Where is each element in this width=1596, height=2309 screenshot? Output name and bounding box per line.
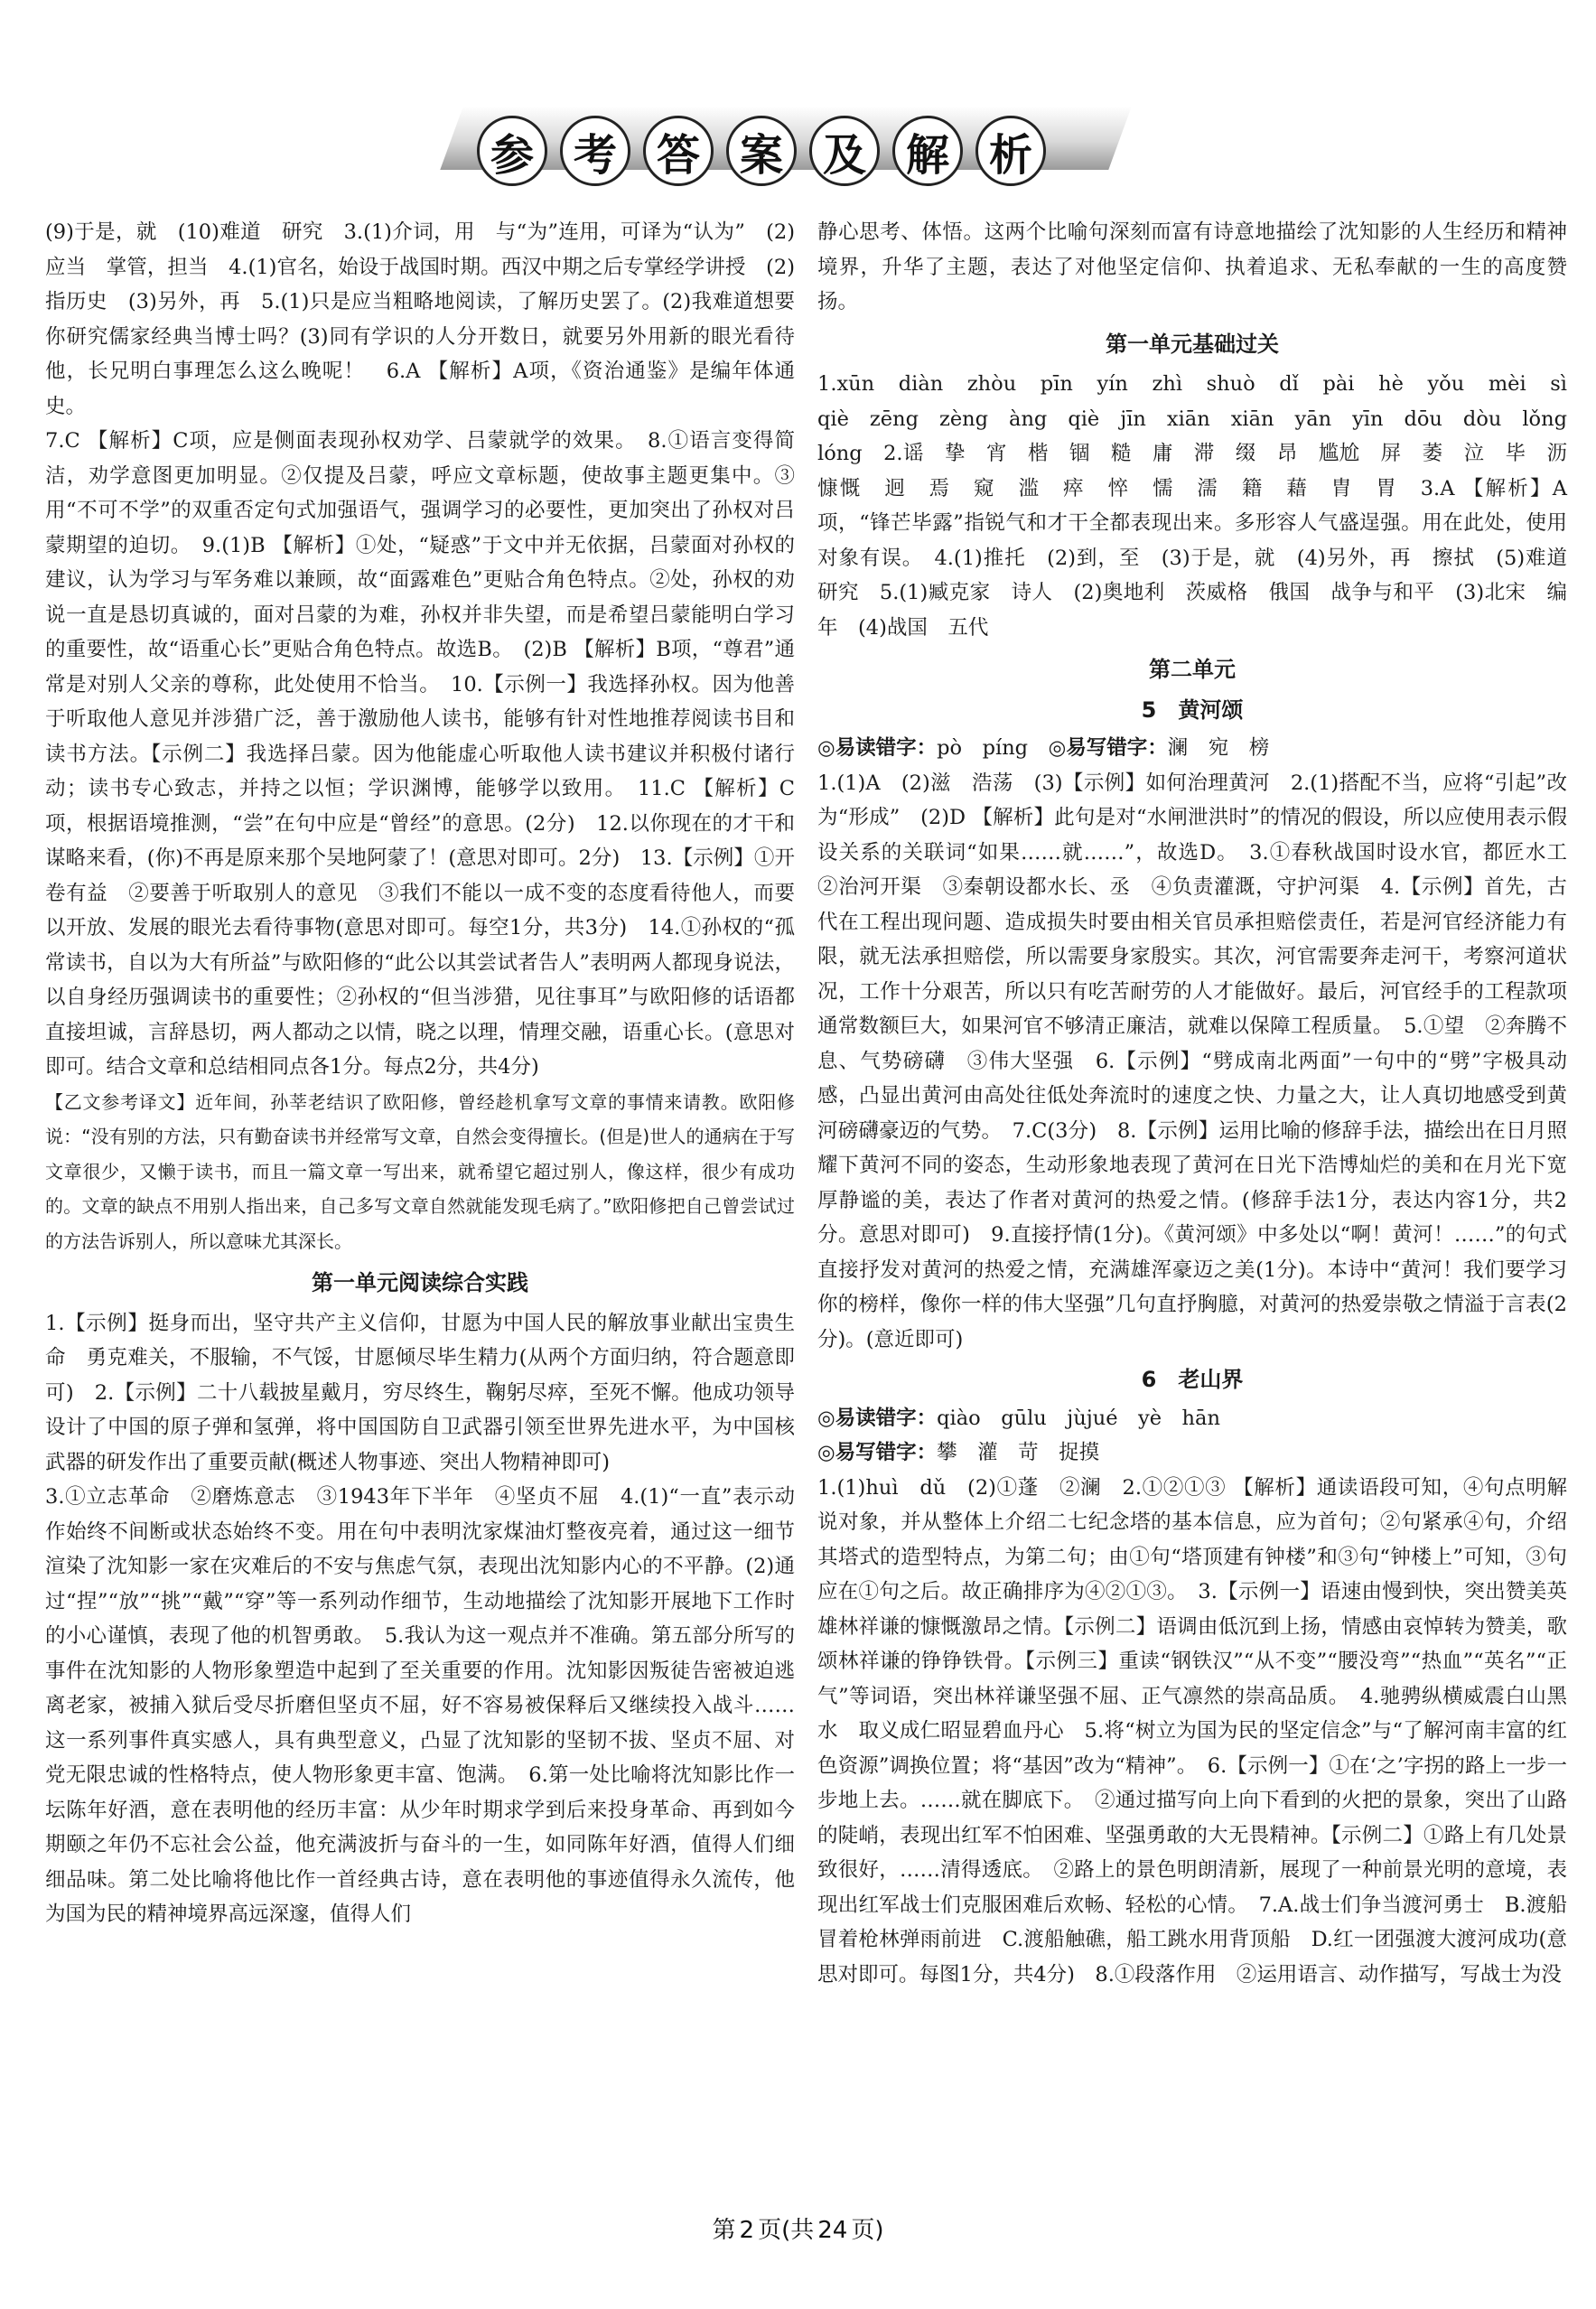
lesson-title: 5 黄河颂 bbox=[1141, 696, 1244, 723]
easy-write-value: 澜 宛 榜 bbox=[1167, 736, 1270, 760]
total-pages: 24 bbox=[817, 2217, 848, 2244]
page-number: 2 bbox=[739, 2217, 755, 2244]
easy-write-value: 攀 灌 苛 捉摸 bbox=[937, 1441, 1100, 1464]
answer-paragraph: 1.【示例】挺身而出，坚守共产主义信仰，甘愿为中国人民的解放事业献出宝贵生命 勇克难关，不服输，不气馁，甘愿倾尽毕生精力(从两个方面归纳，符合题意即可) 2.【示例】二十八载披星戴月，穷尽终生，鞠躬尽瘁，至死不懈。他成功领导设计了中国的原子弹和氢弹，将中国国防自卫武器引领至世界先进水平，为中国核武器的研发作出了重要贡献(概述人物事迹、突出人物精神即可) bbox=[45, 1311, 795, 1474]
left-column bbox=[45, 215, 795, 2157]
easy-read-value: pò píng bbox=[937, 736, 1029, 760]
title-char: 答 bbox=[643, 116, 714, 186]
answer-paragraph: 1.xūn diàn zhòu pīn yín zhì shuò dǐ pài hè yǒu mèi sì qiè zēng zèng àng qiè jīn xiān xiān yān yīn dōu dòu lǒng lóng 2.谣 挚 宵 楷 锢 糙 庸 滞 缀 昂 尴尬 屏 萎 泣 毕 沥 慷慨 迥 焉 窥 滥 瘁 悴 懦 濡 籍 藉 胄 胃 3.A 【解析】A项，“锋芒毕露”指锐气和才干全都表现出来。多形容人气盛逞强。用在此处，使用对象有误。 4.(1)推托 (2)到，至 (3)于是，就 (4)另外，再 擦拭 (5)难道 研究 5.(1)臧克家 诗人 (2)奥地利 茨威格 俄国 战争与和平 (3)北宋 编年 (4)战国 五代 bbox=[817, 372, 1588, 640]
page-footer bbox=[0, 2211, 1596, 2245]
title-char: 参 bbox=[477, 116, 547, 186]
page-title bbox=[477, 116, 1046, 186]
footer-suffix: 页) bbox=[851, 2217, 884, 2244]
unit-title: 第二单元 bbox=[1149, 657, 1236, 682]
footer-mid: 页(共 bbox=[758, 2217, 815, 2244]
lesson-title: 6 老山界 bbox=[1141, 1367, 1244, 1392]
title-char: 案 bbox=[726, 116, 797, 186]
answer-paragraph: 静心思考、体悟。这两个比喻句深刻而富有诗意地描绘了沈知影的人生经历和精神境界，升华了主题，表达了对他坚定信仰、执着追求、无私奉献的一生的高度赞扬。 bbox=[817, 220, 1567, 313]
title-char: 解 bbox=[892, 116, 963, 186]
easy-read-line bbox=[817, 1401, 1567, 1436]
answer-paragraph: 3.①立志革命 ②磨炼意志 ③1943年下半年 ④坚贞不屈 4.(1)“一直”表示动作始终不间断或状态始终不变。用在句中表明沈家煤油灯整夜亮着，通过这一细节渲染了沈知影一家在灾难后的不安与焦虑气氛，表现出沈知影内心的不平静。(2)通过“捏”“放”“挑”“戴”“穿”等一系列动作细节，生动地描绘了沈知影开展地下工作时的小心谨慎，表现了他的机智勇敢。 5.我认为这一观点并不准确。第五部分所写的事件在沈知影的人物形象塑造中起到了至关重要的作用。沈知影因叛徒告密被迫逃离老家，被捕入狱后受尽折磨但坚贞不屈，好不容易被保释后又继续投入战斗……这一系列事件真实感人，具有典型意义，凸显了沈知影的坚韧不拔、坚贞不屈、对党无限忠诚的性格特点，使人物形象更丰富、饱满。 6.第一处比喻将沈知影比作一坛陈年好酒，意在表明他的经历丰富：从少年时期求学到后来投身革命、再到如今期颐之年仍不忘社会公益，他充满波折与奋斗的一生，如同陈年好酒，值得人们细细品味。第二处比喻将他比作一首经典古诗，意在表明他的事迹值得永久流传，他为国为民的精神境界高远深邃，值得人们 bbox=[45, 1485, 795, 1926]
answer-paragraph: (9)于是，就 (10)难道 研究 3.(1)介词，用 与“为”连用，可译为“认为” (2)应当 掌管，担当 4.(1)官名，始设于战国时期。西汉中期之后专掌经学讲授 (2)指历史 (3)另外，再 5.(1)只是应当粗略地阅读，了解历史罢了。(2)我难道想要你研究儒家经典当博士吗？(3)同有学识的人分开数日，就要另外用新的眼光看待他，长兄明白事理怎么这么晚呢！ 6.A 【解析】A项，《资治通鉴》是编年体通史。 bbox=[45, 220, 795, 418]
easy-read-label: ◎易读错字： bbox=[817, 1406, 938, 1430]
right-column bbox=[817, 215, 1588, 2157]
easy-write-line bbox=[817, 1435, 1567, 1471]
translation-paragraph: 【乙文参考译文】近年间，孙莘老结识了欧阳修，曾经趁机拿写文章的事情来请教。欧阳修说：“没有别的方法，只有勤奋读书并经常写文章，自然会变得擅长。(但是)世人的通病在于写文章很少，又懒于读书，而且一篇文章一写出来，就希望它超过别人，像这样，很少有成功的。文章的缺点不用别人指出来，自己多写文章自然就能发现毛病了。”欧阳修把自己曾尝试过的方法告诉别人，所以意味尤其深长。 bbox=[45, 1090, 795, 1252]
easy-read-line bbox=[817, 731, 1567, 766]
section-title: 第一单元基础过关 bbox=[1106, 331, 1279, 357]
easy-write-label: ◎易写错字： bbox=[817, 1441, 938, 1464]
easy-read-value: qiào gūlu jùjué yè hān bbox=[937, 1406, 1220, 1430]
answer-paragraph: 7.C 【解析】C项，应是侧面表现孙权劝学、吕蒙就学的效果。 8.①语言变得简洁，劝学意图更加明显。②仅提及吕蒙，呼应文章标题，使故事主题更集中。③用“不可不学”的双重否定句式加强语气，强调学习的必要性，更加突出了孙权对吕蒙期望的迫切。 9.(1)B 【解析】①处，“疑惑”于文中并无依据，吕蒙面对孙权的建议，认为学习与军务难以兼顾，故“面露难色”更贴合角色特点。②处，孙权的劝说一直是恳切真诚的，面对吕蒙的为难，孙权并非失望，而是希望吕蒙能明白学习的重要性，故“语重心长”更贴合角色特点。故选B。 (2)B 【解析】B项，“尊君”通常是对别人父亲的尊称，此处使用不恰当。 10.【示例一】我选择孙权。因为他善于听取他人意见并涉猎广泛，善于激励他人读书，能够有针对性地推荐阅读书目和读书方法。【示例二】我选择吕蒙。因为他能虚心听取他人读书建议并积极付诸行动；读书专心致志，并持之以恒；学识渊博，能够学以致用。 11.C 【解析】C项，根据语境推测，“尝”在句中应是“曾经”的意思。(2分) 12.以你现在的才干和谋略来看，(你)不再是原来那个吴地阿蒙了！(意思对即可。2分) 13.【示例】①开卷有益 ②要善于听取别人的意见 ③我们不能以一成不变的态度看待他人，而要以开放、发展的眼光去看待事物(意思对即可。每空1分，共3分) 14.①孙权的“孤常读书，自以为大有所益”与欧阳修的“此公以其尝试者告人”表明两人都现身说法，以自身经历强调读书的重要性；②孙权的“但当涉猎，见往事耳”与欧阳修的话语都直接坦诚，言辞恳切，两人都动之以情，晓之以理，情理交融，语重心长。(意思对即可。结合文章和总结相同点各1分。每点2分，共4分) bbox=[45, 429, 795, 1079]
answer-paragraph: 1.(1)A (2)滋 浩荡 (3)【示例】如何治理黄河 2.(1)搭配不当，应将“引起”改为“形成” (2)D 【解析】此句是对“水闸泄洪时”的情况的假设，所以应使用表示假设关系的关联词“如果……就……”，故选D。 3.①春秋战国时设水官，都匠水工 ②治河开渠 ③秦朝设都水长、丞 ④负责灌溉，守护河渠 4.【示例】首先，古代在工程出现问题、造成损失时要由相关官员承担赔偿责任，若是河官经济能力有限，就无法承担赔偿，所以需要身家殷实。其次，河官需要奔走河干，考察河道状况，工作十分艰苦，所以只有吃苦耐劳的人才能做好。最后，河官经手的工程款项通常数额巨大，如果河官不够清正廉洁，就难以保障工程质量。 5.①望 ②奔腾不息、气势磅礴 ③伟大坚强 6.【示例】“劈成南北两面”一句中的“劈”字极具动感，凸显出黄河由高处往低处奔流时的速度之快、力量之大，让人真切地感受到黄河磅礴豪迈的气势。 7.C(3分) 8.【示例】运用比喻的修辞手法，描绘出在日月照耀下黄河不同的姿态，生动形象地表现了黄河在日光下浩博灿烂的美和在月光下宽厚静谧的美，表达了作者对黄河的热爱之情。(修辞手法1分，表达内容1分，共2分。意思对即可) 9.直接抒情(1分)。《黄河颂》中多处以“啊！黄河！……”的句式直接抒发对黄河的热爱之情，充满雄浑豪迈之美(1分)。本诗中“黄河！我们要学习你的榜样，像你一样的伟大坚强”几句直抒胸臆，对黄河的热爱崇敬之情溢于言表(2分)。(意近即可) bbox=[817, 771, 1588, 1351]
title-char: 析 bbox=[975, 116, 1046, 186]
footer-prefix: 第 bbox=[712, 2217, 736, 2244]
title-char: 考 bbox=[560, 116, 630, 186]
section-title: 第一单元阅读综合实践 bbox=[312, 1270, 528, 1295]
title-char: 及 bbox=[809, 116, 880, 186]
easy-write-label: ◎易写错字： bbox=[1048, 736, 1168, 760]
easy-read-label: ◎易读错字： bbox=[817, 736, 938, 760]
answer-paragraph: 1.(1)huì dǔ (2)①蓬 ②澜 2.①②①③ 【解析】通读语段可知，④句点明解说对象，并从整体上介绍二七纪念塔的基本信息，应为首句；②句紧承④句，介绍其塔式的造型特点，为第二句；由①句“塔顶建有钟楼”和③句“钟楼上”可知，③句应在①句之后。故正确排序为④②①③。 3.【示例一】语速由慢到快，突出赞美英雄林祥谦的慷慨激昂之情。【示例二】语调由低沉到上扬，情感由哀悼转为赞美，歌颂林祥谦的铮铮铁骨。【示例三】重读“钢铁汉”“从不变”“腰没弯”“热血”“英名”“正气”等词语，突出林祥谦坚强不屈、正气凛然的崇高品质。 4.驰骋纵横威震白山黑水 取义成仁昭显碧血丹心 5.将“树立为国为民的坚定信念”与“了解河南丰富的红色资源”调换位置；将“基因”改为“精神”。 6.【示例一】①在‘之’字拐的路上一步一步地上去。……就在脚底下。 ②通过描写向上向下看到的火把的景象，突出了山路的陡峭，表现出红军不怕困难、坚强勇敢的大无畏精神。【示例二】①路上有几处景致很好，……清得透底。 ②路上的景色明朗清新，展现了一种前景光明的意境，表现出红军战士们克服困难后欢畅、轻松的心情。 7.A.战士们争当渡河勇士 B.渡船冒着枪林弹雨前进 C.渡船触礁，船工跳水用背顶船 D.红一团强渡大渡河成功(意思对即可。每图1分，共4分) 8.①段落作用 ②运用语言、动作描写，写战士为没 bbox=[817, 1475, 1567, 1986]
